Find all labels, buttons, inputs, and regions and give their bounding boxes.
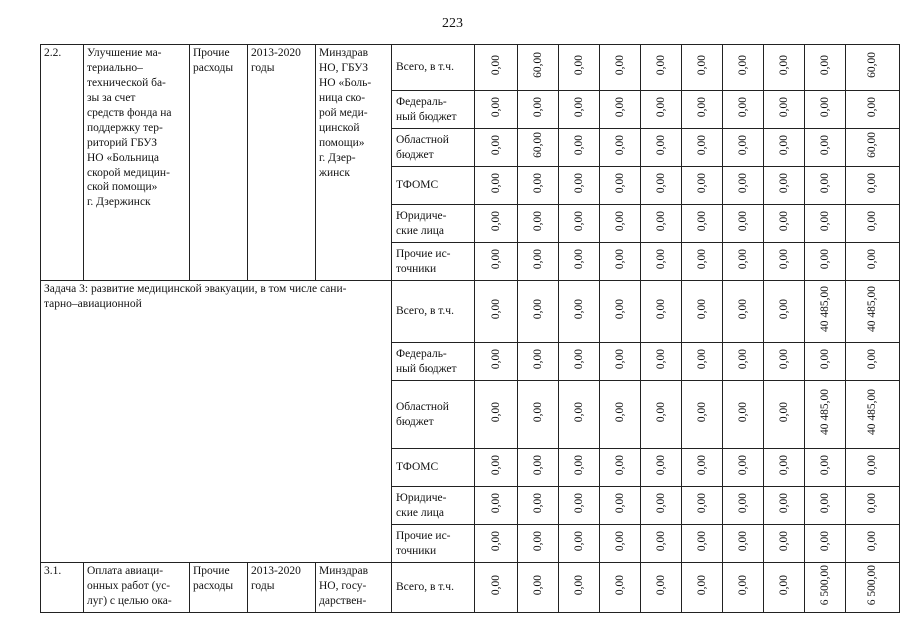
value-cell (723, 45, 764, 91)
value-cell (764, 563, 805, 613)
value-cell (764, 91, 805, 129)
value-text: 0,00 (777, 54, 790, 76)
value-cell (764, 243, 805, 281)
value-cell (723, 129, 764, 167)
value-text: 0,00 (818, 248, 831, 270)
value-cell (805, 243, 846, 281)
value-cell (805, 449, 846, 487)
value-text: 0,00 (777, 401, 790, 423)
value-text: 0,00 (818, 54, 831, 76)
value-text: 0,00 (613, 210, 626, 232)
value-text: 6 500,00 (818, 564, 831, 606)
budget-table (40, 44, 900, 613)
value-text: 40 485,00 (866, 286, 879, 333)
value-text: 0,00 (572, 454, 585, 476)
value-cell (518, 45, 559, 91)
value-text: 0,00 (489, 96, 502, 118)
value-cell (682, 281, 723, 343)
value-cell (641, 91, 682, 129)
value-cell (641, 487, 682, 525)
value-cell (641, 343, 682, 381)
value-cell (559, 281, 600, 343)
value-text: 0,00 (695, 492, 708, 514)
value-cell (682, 487, 723, 525)
value-text: 0,00 (489, 172, 502, 194)
value-cell (764, 487, 805, 525)
value-cell (846, 449, 900, 487)
value-cell (475, 563, 518, 613)
value-cell (682, 243, 723, 281)
value-cell (805, 487, 846, 525)
value-text: 0,00 (572, 248, 585, 270)
value-cell (475, 449, 518, 487)
value-cell (475, 487, 518, 525)
expense-type: Прочие расходы (190, 45, 248, 281)
value-cell (764, 525, 805, 563)
value-cell (764, 281, 805, 343)
value-cell (682, 449, 723, 487)
funding-source: Прочие ис- точники (392, 525, 475, 563)
value-cell (764, 45, 805, 91)
value-text: 0,00 (695, 454, 708, 476)
value-text: 0,00 (777, 530, 790, 552)
value-text: 0,00 (818, 454, 831, 476)
value-cell (764, 167, 805, 205)
value-text: 0,00 (613, 530, 626, 552)
value-cell (805, 381, 846, 449)
value-text: 6 500,00 (866, 564, 879, 606)
value-text: 0,00 (613, 54, 626, 76)
funding-source: Всего, в т.ч. (392, 45, 475, 91)
value-cell (723, 449, 764, 487)
value-cell (559, 205, 600, 243)
value-text: 0,00 (531, 530, 544, 552)
value-cell (559, 91, 600, 129)
value-cell (805, 129, 846, 167)
value-text: 0,00 (613, 348, 626, 370)
value-text: 0,00 (531, 454, 544, 476)
value-text: 0,00 (489, 298, 502, 320)
value-text: 60,00 (866, 132, 879, 158)
value-text: 60,00 (531, 132, 544, 158)
value-text: 0,00 (777, 454, 790, 476)
value-cell (600, 205, 641, 243)
value-cell (518, 525, 559, 563)
value-cell (641, 243, 682, 281)
value-text: 0,00 (572, 54, 585, 76)
value-cell (559, 525, 600, 563)
value-cell (846, 129, 900, 167)
value-text: 0,00 (818, 96, 831, 118)
value-cell (723, 205, 764, 243)
value-text: 0,00 (777, 348, 790, 370)
value-text: 0,00 (654, 248, 667, 270)
value-cell (600, 243, 641, 281)
value-text: 0,00 (489, 574, 502, 596)
value-text: 0,00 (613, 172, 626, 194)
value-text: 0,00 (572, 134, 585, 156)
value-cell (559, 45, 600, 91)
value-text: 0,00 (736, 134, 749, 156)
value-cell (764, 381, 805, 449)
value-text: 0,00 (777, 574, 790, 596)
value-cell (846, 487, 900, 525)
value-text: 0,00 (572, 298, 585, 320)
value-cell (475, 167, 518, 205)
value-cell (723, 243, 764, 281)
value-cell (600, 563, 641, 613)
value-cell (641, 281, 682, 343)
value-text: 0,00 (531, 298, 544, 320)
value-cell (764, 343, 805, 381)
value-cell (846, 167, 900, 205)
task-title: Задача 3: развитие медицинской эвакуации, в том числе сани- тарно–авиационной (41, 281, 392, 563)
value-text: 0,00 (572, 492, 585, 514)
value-text: 0,00 (654, 530, 667, 552)
value-text: 0,00 (489, 454, 502, 476)
funding-source: Юридиче- ские лица (392, 487, 475, 525)
value-text: 0,00 (613, 492, 626, 514)
value-cell (641, 129, 682, 167)
value-cell (723, 381, 764, 449)
value-cell (764, 449, 805, 487)
value-text: 0,00 (866, 172, 879, 194)
value-text: 40 485,00 (818, 286, 831, 333)
value-cell (518, 487, 559, 525)
value-cell (641, 563, 682, 613)
value-cell (475, 381, 518, 449)
funding-source: Федераль- ный бюджет (392, 343, 475, 381)
value-text: 0,00 (818, 348, 831, 370)
table-row (41, 281, 900, 343)
value-cell (805, 91, 846, 129)
value-text: 0,00 (695, 401, 708, 423)
value-text: 0,00 (613, 401, 626, 423)
value-text: 0,00 (654, 96, 667, 118)
value-text: 0,00 (736, 96, 749, 118)
value-text: 0,00 (818, 530, 831, 552)
value-text: 0,00 (777, 210, 790, 232)
value-cell (723, 563, 764, 613)
value-cell (600, 449, 641, 487)
value-text: 0,00 (613, 454, 626, 476)
value-text: 40 485,00 (818, 389, 831, 436)
value-cell (518, 281, 559, 343)
value-cell (805, 525, 846, 563)
value-cell (518, 381, 559, 449)
funding-source: Областной бюджет (392, 381, 475, 449)
value-text: 0,00 (654, 348, 667, 370)
item-name: Оплата авиаци- онных работ (ус- луг) с целью ока- (84, 563, 190, 613)
value-text: 0,00 (572, 401, 585, 423)
value-text: 0,00 (818, 210, 831, 232)
funding-source: Юридиче- ские лица (392, 205, 475, 243)
funding-source: ТФОМС (392, 167, 475, 205)
value-cell (805, 205, 846, 243)
value-cell (846, 381, 900, 449)
value-cell (559, 129, 600, 167)
value-text: 0,00 (489, 248, 502, 270)
value-text: 0,00 (695, 96, 708, 118)
value-text: 0,00 (654, 492, 667, 514)
value-cell (518, 91, 559, 129)
value-text: 0,00 (736, 298, 749, 320)
item-name: Улучшение ма- териально– технической ба- зы за счет средств фонда на поддержку тер- риторий ГБУЗ НО «Больница скорой медицин- ской помощи» г. Дзержинск (84, 45, 190, 281)
value-text: 0,00 (531, 172, 544, 194)
value-cell (475, 243, 518, 281)
funding-source: Всего, в т.ч. (392, 281, 475, 343)
value-text: 0,00 (736, 248, 749, 270)
value-text: 0,00 (572, 574, 585, 596)
value-text: 0,00 (572, 530, 585, 552)
value-cell (559, 243, 600, 281)
table-row (41, 45, 900, 91)
value-text: 0,00 (489, 210, 502, 232)
value-text: 0,00 (531, 574, 544, 596)
value-text: 0,00 (736, 574, 749, 596)
value-text: 0,00 (572, 348, 585, 370)
value-cell (682, 129, 723, 167)
value-cell (723, 91, 764, 129)
item-number: 3.1. (41, 563, 84, 613)
value-text: 0,00 (818, 492, 831, 514)
value-text: 0,00 (489, 530, 502, 552)
value-cell (475, 343, 518, 381)
value-text: 0,00 (866, 348, 879, 370)
value-cell (682, 91, 723, 129)
value-text: 0,00 (654, 54, 667, 76)
value-cell (475, 129, 518, 167)
value-text: 0,00 (818, 134, 831, 156)
value-text: 0,00 (777, 248, 790, 270)
value-text: 0,00 (489, 348, 502, 370)
value-cell (846, 91, 900, 129)
value-cell (805, 167, 846, 205)
value-cell (723, 281, 764, 343)
value-text: 0,00 (695, 530, 708, 552)
value-cell (518, 563, 559, 613)
value-text: 0,00 (695, 248, 708, 270)
value-text: 0,00 (695, 210, 708, 232)
value-cell (641, 381, 682, 449)
value-cell (518, 205, 559, 243)
value-cell (518, 449, 559, 487)
value-text: 0,00 (531, 248, 544, 270)
value-cell (600, 487, 641, 525)
value-cell (846, 563, 900, 613)
value-text: 0,00 (531, 96, 544, 118)
value-cell (641, 45, 682, 91)
value-cell (682, 563, 723, 613)
value-cell (600, 525, 641, 563)
value-cell (600, 129, 641, 167)
item-period: 2013-2020 годы (248, 563, 316, 613)
value-cell (559, 449, 600, 487)
value-text: 0,00 (531, 210, 544, 232)
value-cell (559, 343, 600, 381)
funding-source: Прочие ис- точники (392, 243, 475, 281)
funding-source: Всего, в т.ч. (392, 563, 475, 613)
value-text: 0,00 (777, 172, 790, 194)
value-text: 0,00 (695, 134, 708, 156)
value-text: 0,00 (777, 492, 790, 514)
value-text: 0,00 (572, 172, 585, 194)
value-text: 0,00 (531, 401, 544, 423)
value-cell (559, 381, 600, 449)
value-cell (600, 45, 641, 91)
value-text: 0,00 (736, 172, 749, 194)
value-cell (600, 281, 641, 343)
value-cell (846, 243, 900, 281)
value-text: 60,00 (531, 52, 544, 78)
value-cell (475, 525, 518, 563)
value-text: 0,00 (654, 134, 667, 156)
value-text: 0,00 (777, 96, 790, 118)
value-cell (641, 205, 682, 243)
value-cell (475, 205, 518, 243)
value-text: 0,00 (489, 401, 502, 423)
value-cell (805, 343, 846, 381)
value-cell (764, 129, 805, 167)
value-text: 0,00 (489, 492, 502, 514)
value-cell (682, 45, 723, 91)
value-text: 0,00 (654, 210, 667, 232)
page-number: 223 (442, 16, 463, 31)
value-cell (641, 449, 682, 487)
value-cell (518, 343, 559, 381)
value-cell (600, 343, 641, 381)
value-text: 0,00 (654, 454, 667, 476)
value-text: 0,00 (866, 530, 879, 552)
value-cell (846, 205, 900, 243)
value-text: 0,00 (613, 298, 626, 320)
value-cell (846, 45, 900, 91)
value-text: 0,00 (736, 401, 749, 423)
value-text: 0,00 (531, 492, 544, 514)
value-cell (475, 281, 518, 343)
value-cell (641, 525, 682, 563)
value-text: 0,00 (736, 54, 749, 76)
funding-source: Областной бюджет (392, 129, 475, 167)
item-number: 2.2. (41, 45, 84, 281)
value-cell (723, 343, 764, 381)
value-text: 0,00 (654, 298, 667, 320)
value-cell (846, 281, 900, 343)
value-text: 60,00 (866, 52, 879, 78)
value-text: 0,00 (736, 530, 749, 552)
funding-source: Федераль- ный бюджет (392, 91, 475, 129)
value-cell (559, 563, 600, 613)
value-cell (682, 525, 723, 563)
value-text: 0,00 (654, 401, 667, 423)
value-cell (805, 281, 846, 343)
value-cell (723, 167, 764, 205)
value-cell (600, 91, 641, 129)
value-text: 0,00 (572, 96, 585, 118)
value-text: 0,00 (695, 348, 708, 370)
value-text: 0,00 (695, 574, 708, 596)
value-cell (600, 167, 641, 205)
value-cell (682, 381, 723, 449)
value-cell (475, 91, 518, 129)
value-text: 0,00 (818, 172, 831, 194)
value-cell (682, 205, 723, 243)
value-cell (600, 381, 641, 449)
value-cell (805, 45, 846, 91)
value-text: 0,00 (613, 248, 626, 270)
value-text: 0,00 (777, 298, 790, 320)
value-cell (475, 45, 518, 91)
value-cell (518, 129, 559, 167)
value-cell (518, 167, 559, 205)
value-text: 0,00 (695, 54, 708, 76)
value-cell (641, 167, 682, 205)
value-text: 0,00 (866, 96, 879, 118)
expense-type: Прочие расходы (190, 563, 248, 613)
item-executor: Минздрав НО, ГБУЗ НО «Боль- ница ско- рой меди- цинской помощи» г. Дзер- жинск (316, 45, 392, 281)
value-text: 0,00 (736, 454, 749, 476)
item-executor: Минздрав НО, госу- дарствен- (316, 563, 392, 613)
value-cell (764, 205, 805, 243)
value-text: 0,00 (866, 248, 879, 270)
value-cell (559, 487, 600, 525)
value-cell (723, 487, 764, 525)
value-text: 0,00 (736, 348, 749, 370)
value-cell (682, 343, 723, 381)
value-cell (846, 343, 900, 381)
value-text: 0,00 (654, 574, 667, 596)
value-cell (723, 525, 764, 563)
value-text: 0,00 (489, 134, 502, 156)
value-text: 0,00 (736, 210, 749, 232)
value-text: 0,00 (695, 172, 708, 194)
value-text: 0,00 (866, 492, 879, 514)
value-cell (682, 167, 723, 205)
value-cell (805, 563, 846, 613)
value-text: 0,00 (613, 134, 626, 156)
value-text: 40 485,00 (866, 389, 879, 436)
value-text: 0,00 (777, 134, 790, 156)
value-text: 0,00 (572, 210, 585, 232)
table-row (41, 563, 900, 613)
value-cell (559, 167, 600, 205)
value-cell (846, 525, 900, 563)
value-text: 0,00 (736, 492, 749, 514)
value-text: 0,00 (613, 574, 626, 596)
value-cell (518, 243, 559, 281)
value-text: 0,00 (866, 210, 879, 232)
funding-source: ТФОМС (392, 449, 475, 487)
value-text: 0,00 (489, 54, 502, 76)
value-text: 0,00 (866, 454, 879, 476)
value-text: 0,00 (531, 348, 544, 370)
value-text: 0,00 (654, 172, 667, 194)
item-period: 2013-2020 годы (248, 45, 316, 281)
value-text: 0,00 (613, 96, 626, 118)
value-text: 0,00 (695, 298, 708, 320)
